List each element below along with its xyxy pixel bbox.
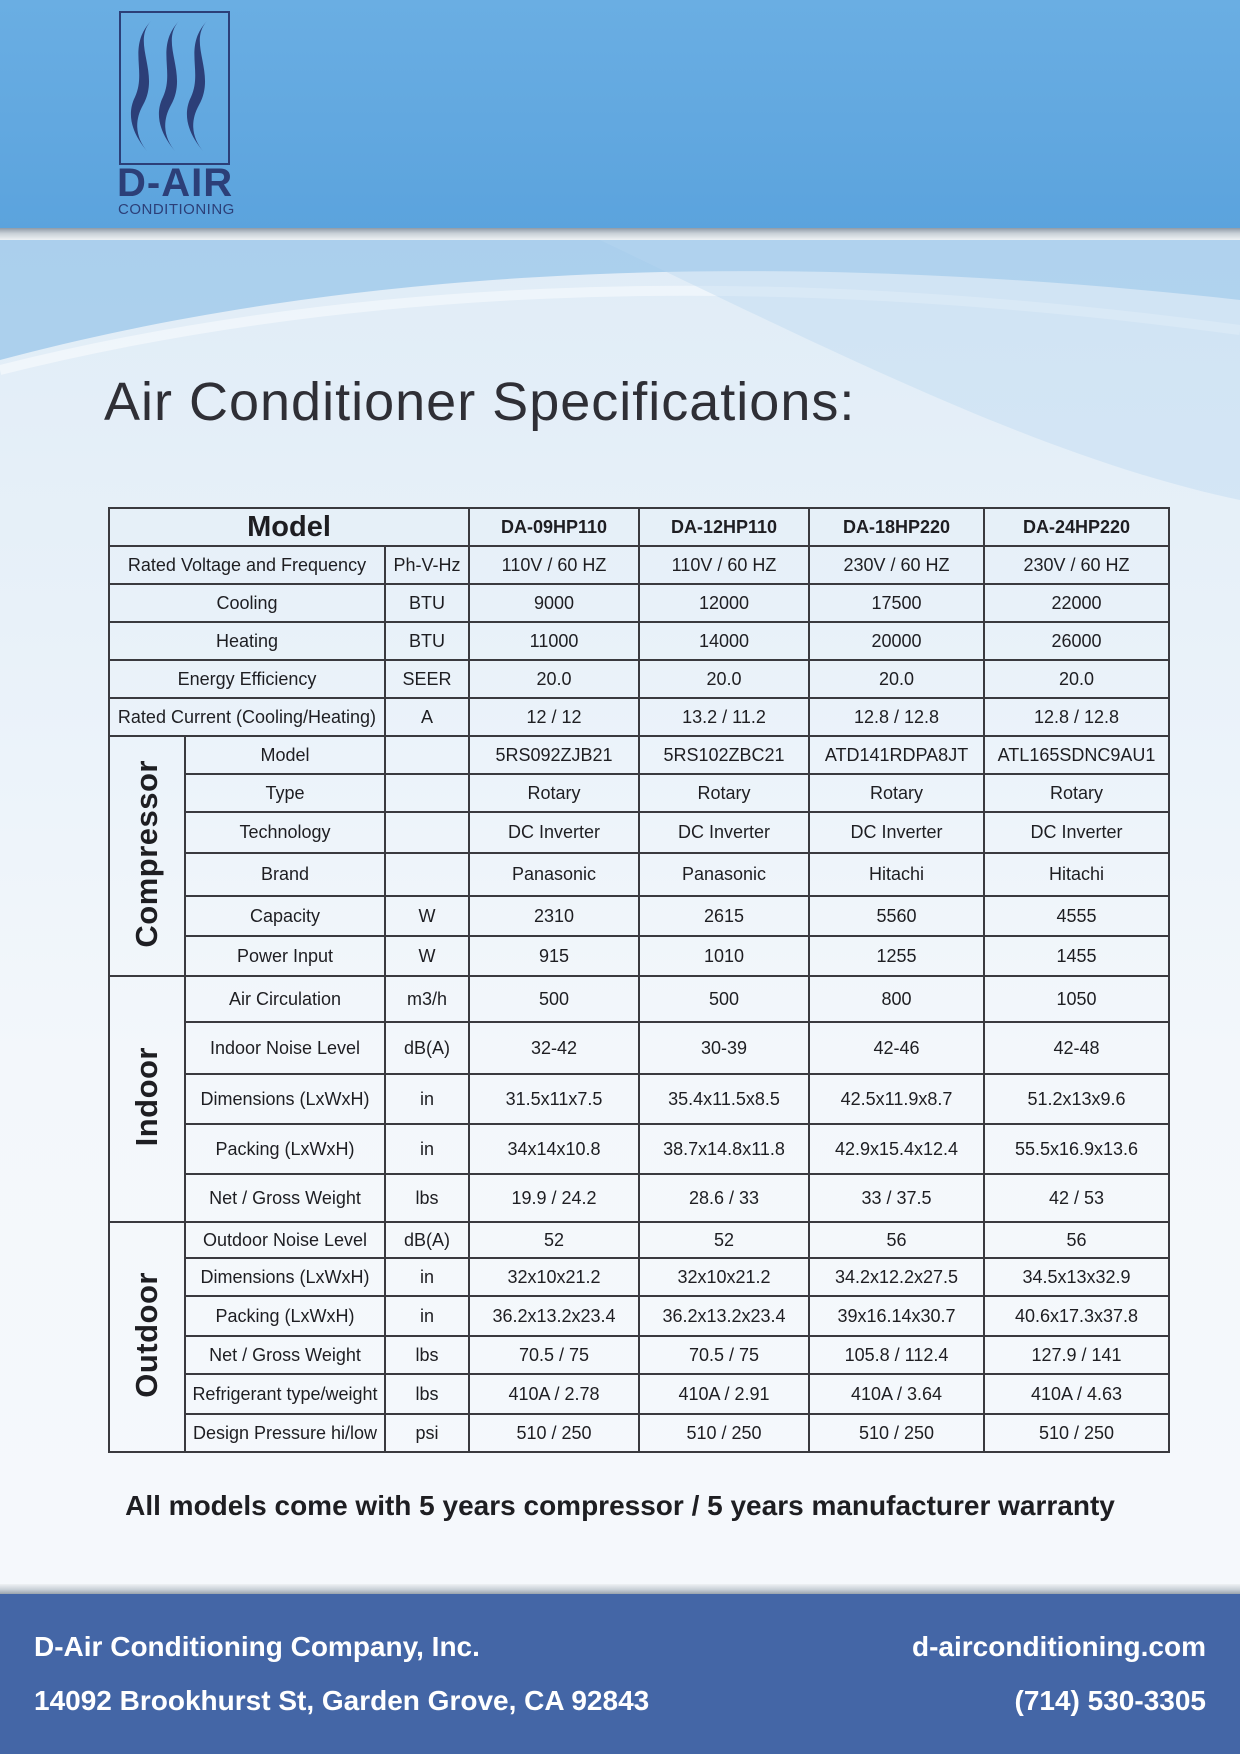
row-label: Type — [185, 774, 385, 812]
row-unit: lbs — [385, 1174, 469, 1222]
table-cell: 410A / 2.91 — [639, 1374, 809, 1414]
table-cell: Rotary — [809, 774, 984, 812]
table-cell: Rotary — [639, 774, 809, 812]
table-cell: 34.5x13x32.9 — [984, 1258, 1169, 1296]
row-unit — [385, 812, 469, 853]
table-cell: 1255 — [809, 936, 984, 976]
table-header-row — [109, 508, 1169, 546]
table-row — [109, 622, 1169, 660]
table-cell: 410A / 3.64 — [809, 1374, 984, 1414]
table-cell: 38.7x14.8x11.8 — [639, 1124, 809, 1174]
row-unit — [385, 853, 469, 896]
table-row — [109, 1296, 1169, 1336]
row-label: Refrigerant type/weight — [185, 1374, 385, 1414]
table-cell: DC Inverter — [639, 812, 809, 853]
table-cell: 410A / 2.78 — [469, 1374, 639, 1414]
row-unit: dB(A) — [385, 1022, 469, 1074]
table-cell: 34.2x12.2x27.5 — [809, 1258, 984, 1296]
table-cell: 800 — [809, 976, 984, 1022]
table-cell: 20.0 — [984, 660, 1169, 698]
row-label: Dimensions (LxWxH) — [185, 1258, 385, 1296]
table-cell: 36.2x13.2x23.4 — [469, 1296, 639, 1336]
table-cell: 13.2 / 11.2 — [639, 698, 809, 736]
table-cell: 17500 — [809, 584, 984, 622]
group-label: Outdoor — [129, 1271, 164, 1398]
logo-brand-name: D-AIR — [117, 161, 234, 205]
table-cell: 52 — [639, 1222, 809, 1258]
footer-divider — [0, 1584, 1240, 1594]
table-cell: 410A / 4.63 — [984, 1374, 1169, 1414]
table-cell: 510 / 250 — [984, 1414, 1169, 1452]
model-name: DA-12HP110 — [639, 508, 809, 546]
table-cell: 4555 — [984, 896, 1169, 936]
header-divider — [0, 228, 1240, 240]
row-unit: in — [385, 1296, 469, 1336]
table-row — [109, 1414, 1169, 1452]
table-cell: 30-39 — [639, 1022, 809, 1074]
table-cell: DC Inverter — [469, 812, 639, 853]
table-cell: 5RS102ZBC21 — [639, 736, 809, 774]
row-label: Net / Gross Weight — [185, 1174, 385, 1222]
row-label: Brand — [185, 853, 385, 896]
table-cell: 20000 — [809, 622, 984, 660]
table-cell: 34x14x10.8 — [469, 1124, 639, 1174]
table-row — [109, 853, 1169, 896]
table-row — [109, 896, 1169, 936]
table-cell: 42.5x11.9x8.7 — [809, 1074, 984, 1124]
row-unit: lbs — [385, 1374, 469, 1414]
table-cell: 11000 — [469, 622, 639, 660]
table-cell: 22000 — [984, 584, 1169, 622]
table-row — [109, 1222, 1169, 1258]
table-cell: 20.0 — [809, 660, 984, 698]
row-label: Technology — [185, 812, 385, 853]
row-unit: lbs — [385, 1336, 469, 1374]
table-cell: 14000 — [639, 622, 809, 660]
logo-waves-icon — [121, 13, 228, 163]
row-label: Rated Voltage and Frequency — [109, 546, 385, 584]
table-cell: 55.5x16.9x13.6 — [984, 1124, 1169, 1174]
table-cell: 510 / 250 — [809, 1414, 984, 1452]
table-cell: 500 — [469, 976, 639, 1022]
table-cell: Hitachi — [809, 853, 984, 896]
table-cell: 32x10x21.2 — [639, 1258, 809, 1296]
row-unit: m3/h — [385, 976, 469, 1022]
group-label: Indoor — [129, 1046, 164, 1147]
table-row — [109, 976, 1169, 1022]
table-cell: ATL165SDNC9AU1 — [984, 736, 1169, 774]
table-row — [109, 812, 1169, 853]
table-cell: 31.5x11x7.5 — [469, 1074, 639, 1124]
table-cell: 5560 — [809, 896, 984, 936]
table-cell: 36.2x13.2x23.4 — [639, 1296, 809, 1336]
table-cell: 12 / 12 — [469, 698, 639, 736]
table-cell: 19.9 / 24.2 — [469, 1174, 639, 1222]
row-unit: dB(A) — [385, 1222, 469, 1258]
table-row — [109, 660, 1169, 698]
row-label: Net / Gross Weight — [185, 1336, 385, 1374]
table-cell: 32x10x21.2 — [469, 1258, 639, 1296]
table-cell: 52 — [469, 1222, 639, 1258]
table-cell: 51.2x13x9.6 — [984, 1074, 1169, 1124]
logo — [119, 11, 230, 165]
table-cell: 230V / 60 HZ — [809, 546, 984, 584]
row-label: Packing (LxWxH) — [185, 1124, 385, 1174]
table-cell: 40.6x17.3x37.8 — [984, 1296, 1169, 1336]
table-cell: 510 / 250 — [469, 1414, 639, 1452]
table-row — [109, 698, 1169, 736]
row-unit: W — [385, 896, 469, 936]
table-row — [109, 546, 1169, 584]
table-cell: 915 — [469, 936, 639, 976]
footer-banner — [0, 1594, 1240, 1754]
table-cell: 2615 — [639, 896, 809, 936]
table-cell: 12.8 / 12.8 — [984, 698, 1169, 736]
model-header: Model — [109, 508, 469, 546]
table-cell: 70.5 / 75 — [469, 1336, 639, 1374]
table-cell: Rotary — [984, 774, 1169, 812]
table-cell: 20.0 — [469, 660, 639, 698]
table-cell: 20.0 — [639, 660, 809, 698]
row-label: Power Input — [185, 936, 385, 976]
table-cell: 510 / 250 — [639, 1414, 809, 1452]
row-unit: in — [385, 1258, 469, 1296]
table-cell: DC Inverter — [809, 812, 984, 853]
table-cell: 110V / 60 HZ — [469, 546, 639, 584]
specifications-table — [108, 507, 1170, 1453]
footer-website[interactable]: d-airconditioning.com — [912, 1631, 1206, 1662]
table-cell: 2310 — [469, 896, 639, 936]
table-cell: 56 — [809, 1222, 984, 1258]
table-cell: 12000 — [639, 584, 809, 622]
row-unit: A — [385, 698, 469, 736]
table-cell: 42.9x15.4x12.4 — [809, 1124, 984, 1174]
table-cell: 42-48 — [984, 1022, 1169, 1074]
model-name: DA-09HP110 — [469, 508, 639, 546]
row-label: Packing (LxWxH) — [185, 1296, 385, 1336]
table-cell: 56 — [984, 1222, 1169, 1258]
table-cell: 5RS092ZJB21 — [469, 736, 639, 774]
table-cell: 42 / 53 — [984, 1174, 1169, 1222]
row-label: Design Pressure hi/low — [185, 1414, 385, 1452]
warranty-note: All models come with 5 years compressor / 5 years manufacturer warranty — [125, 1490, 1115, 1521]
table-row — [109, 1258, 1169, 1296]
table-row — [109, 936, 1169, 976]
table-cell: 33 / 37.5 — [809, 1174, 984, 1222]
table-cell: 26000 — [984, 622, 1169, 660]
row-label: Cooling — [109, 584, 385, 622]
table-row — [109, 774, 1169, 812]
row-label: Dimensions (LxWxH) — [185, 1074, 385, 1124]
table-cell: 12.8 / 12.8 — [809, 698, 984, 736]
footer-phone[interactable]: (714) 530-3305 — [1014, 1685, 1206, 1716]
table-cell: Rotary — [469, 774, 639, 812]
row-label: Rated Current (Cooling/Heating) — [109, 698, 385, 736]
model-name: DA-18HP220 — [809, 508, 984, 546]
row-label: Model — [185, 736, 385, 774]
page-title: Air Conditioner Specifications: — [104, 372, 856, 432]
row-label: Heating — [109, 622, 385, 660]
table-cell: Panasonic — [639, 853, 809, 896]
table-cell: 70.5 / 75 — [639, 1336, 809, 1374]
table-cell: 39x16.14x30.7 — [809, 1296, 984, 1336]
table-cell: Panasonic — [469, 853, 639, 896]
table-cell: 1050 — [984, 976, 1169, 1022]
table-cell: 32-42 — [469, 1022, 639, 1074]
row-unit: in — [385, 1074, 469, 1124]
row-unit — [385, 774, 469, 812]
table-row — [109, 1022, 1169, 1074]
footer-address: 14092 Brookhurst St, Garden Grove, CA 92843 — [34, 1685, 650, 1716]
table-row — [109, 1124, 1169, 1174]
row-unit: Ph-V-Hz — [385, 546, 469, 584]
table-cell: 500 — [639, 976, 809, 1022]
table-row — [109, 736, 1169, 774]
table-cell: 127.9 / 141 — [984, 1336, 1169, 1374]
footer-company: D-Air Conditioning Company, Inc. — [34, 1631, 480, 1662]
row-label: Indoor Noise Level — [185, 1022, 385, 1074]
table-cell: DC Inverter — [984, 812, 1169, 853]
table-row — [109, 1174, 1169, 1222]
model-name: DA-24HP220 — [984, 508, 1169, 546]
table-cell: 42-46 — [809, 1022, 984, 1074]
table-cell: 230V / 60 HZ — [984, 546, 1169, 584]
table-row — [109, 584, 1169, 622]
table-row — [109, 1074, 1169, 1124]
row-label: Outdoor Noise Level — [185, 1222, 385, 1258]
row-label: Energy Efficiency — [109, 660, 385, 698]
row-unit: W — [385, 936, 469, 976]
table-cell: Hitachi — [984, 853, 1169, 896]
group-label-cell — [109, 976, 185, 1222]
row-label: Capacity — [185, 896, 385, 936]
table-cell: 9000 — [469, 584, 639, 622]
table-cell: 105.8 / 112.4 — [809, 1336, 984, 1374]
table-cell: 110V / 60 HZ — [639, 546, 809, 584]
row-unit — [385, 736, 469, 774]
table-cell: 28.6 / 33 — [639, 1174, 809, 1222]
row-unit: BTU — [385, 584, 469, 622]
row-label: Air Circulation — [185, 976, 385, 1022]
row-unit: psi — [385, 1414, 469, 1452]
row-unit: SEER — [385, 660, 469, 698]
table-cell: 1455 — [984, 936, 1169, 976]
table-cell: 1010 — [639, 936, 809, 976]
table-row — [109, 1374, 1169, 1414]
row-unit: in — [385, 1124, 469, 1174]
group-label: Compressor — [129, 759, 164, 948]
group-label-cell — [109, 1222, 185, 1452]
logo-brand-subtitle: CONDITIONING — [118, 201, 235, 218]
table-cell: ATD141RDPA8JT — [809, 736, 984, 774]
row-unit: BTU — [385, 622, 469, 660]
table-row — [109, 1336, 1169, 1374]
group-label-cell — [109, 736, 185, 976]
table-cell: 35.4x11.5x8.5 — [639, 1074, 809, 1124]
